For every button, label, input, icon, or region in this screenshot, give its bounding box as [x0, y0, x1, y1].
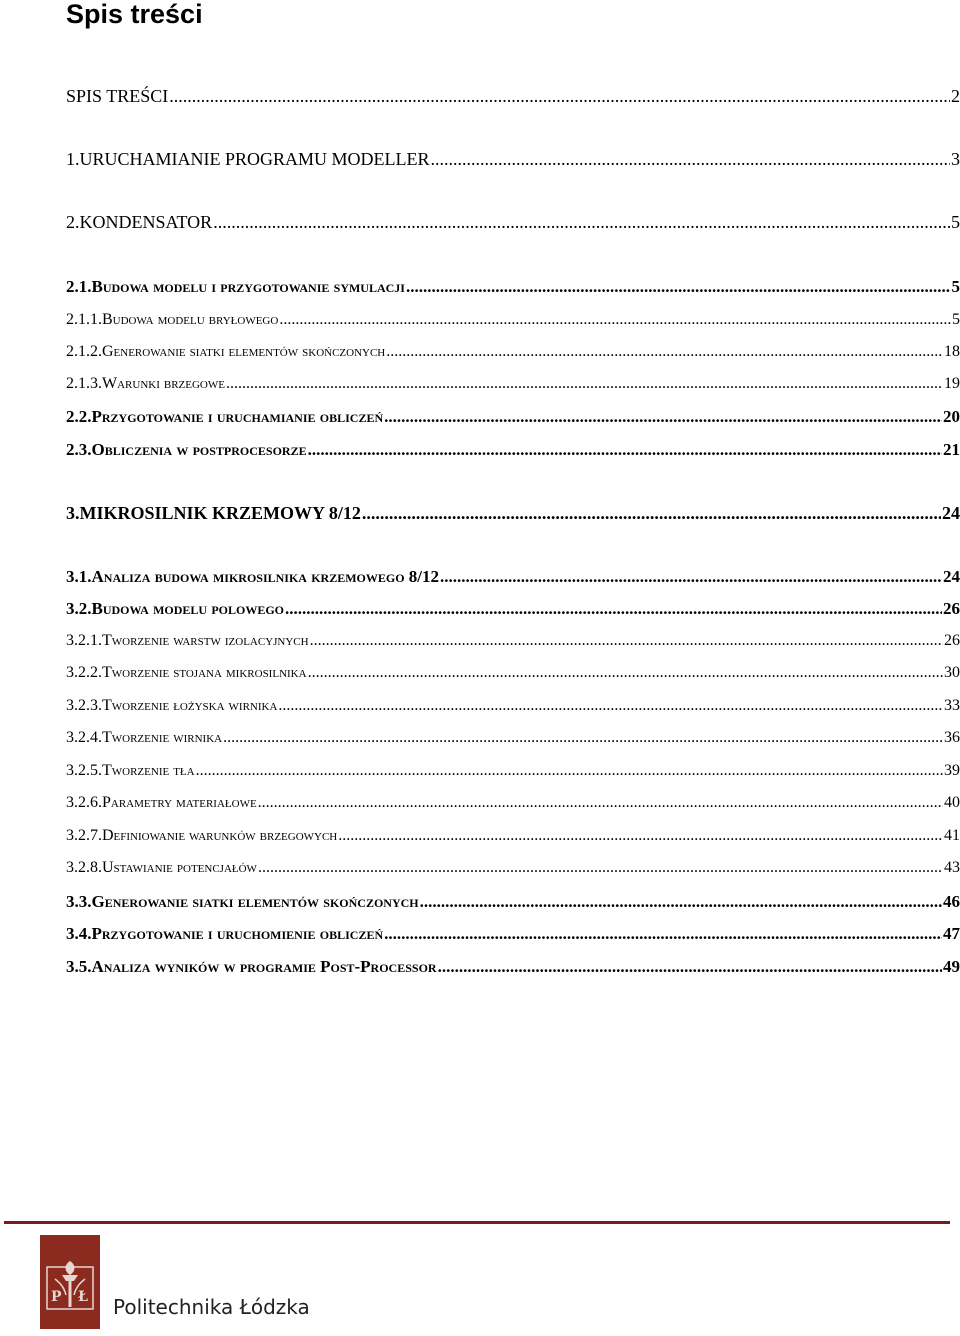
institution-name: Politechnika Łódzka	[113, 1295, 310, 1319]
toc-entry-page: 26	[944, 632, 960, 649]
toc-leader-dots	[438, 957, 942, 977]
toc-entry-page: 43	[944, 859, 960, 876]
toc-leader-dots	[384, 924, 942, 944]
toc-leader-dots	[384, 407, 942, 427]
toc-entry-label: 2.1.3.Warunki brzegowe	[66, 375, 225, 392]
toc-leader-dots	[386, 343, 943, 361]
toc-entry[interactable]	[66, 924, 960, 944]
toc-leader-dots	[362, 503, 941, 524]
toc-leader-dots	[431, 149, 950, 170]
toc-entry-label: 3.2.6.Parametry materiałowe	[66, 794, 257, 811]
toc-entry[interactable]	[66, 440, 960, 460]
toc-entry-label: 2.3.Obliczenia w postprocesorze	[66, 440, 307, 459]
toc-leader-dots	[169, 86, 950, 107]
toc-entry-label: 2.1.1.Budowa modelu bryłowego	[66, 311, 279, 328]
toc-entry[interactable]	[66, 503, 960, 524]
toc-entry[interactable]	[66, 729, 960, 747]
toc-entry-page: 24	[943, 567, 960, 586]
toc-entry-label: 2.1.2.Generowanie siatki elementów skończonych	[66, 343, 386, 360]
page-title: Spis treści	[66, 0, 203, 29]
toc-entry[interactable]	[66, 697, 960, 715]
toc-entry-label: 3.MIKROSILNIK KRZEMOWY 8/12	[66, 503, 361, 523]
toc-entry-label: 3.2.1.Tworzenie warstw izolacyjnych	[66, 632, 309, 649]
toc-entry[interactable]	[66, 277, 960, 297]
toc-entry-label: 2.KONDENSATOR	[66, 212, 213, 232]
toc-entry[interactable]	[66, 892, 960, 912]
toc-leader-dots	[213, 212, 950, 233]
toc-entry-page: 40	[944, 794, 960, 811]
toc-entry-page: 20	[943, 407, 960, 426]
toc-entry[interactable]	[66, 827, 960, 845]
toc-entry-page: 5	[952, 311, 960, 328]
toc-entry-label: 3.2.5.Tworzenie tła	[66, 762, 195, 779]
toc-leader-dots	[258, 794, 943, 812]
toc-entry-label: 3.2.8.Ustawianie potencjałów	[66, 859, 257, 876]
toc-entry-page: 33	[944, 697, 960, 714]
toc-entry-label: 3.5.Analiza wyników w programie Post-Processor	[66, 957, 437, 976]
toc-leader-dots	[310, 632, 943, 650]
toc-entry-label: 3.2.2.Tworzenie stojana mikrosilnika	[66, 664, 307, 681]
toc-entry-label: 3.4.Przygotowanie i uruchomienie obliczeń	[66, 924, 384, 943]
toc-entry[interactable]	[66, 375, 960, 393]
toc-leader-dots	[406, 277, 951, 297]
toc-leader-dots	[420, 892, 942, 912]
toc-leader-dots	[285, 599, 942, 619]
toc-entry[interactable]	[66, 86, 960, 107]
toc-entry-page: 19	[944, 375, 960, 392]
toc-entry-label: 3.2.3.Tworzenie łożyska wirnika	[66, 697, 278, 714]
toc-entry-page: 21	[943, 440, 960, 459]
toc-entry[interactable]	[66, 859, 960, 877]
toc-entry[interactable]	[66, 149, 960, 170]
toc-entry-page: 46	[943, 892, 960, 911]
toc-leader-dots	[338, 827, 943, 845]
toc-leader-dots	[308, 664, 943, 682]
toc-entry-page: 49	[943, 957, 960, 976]
toc-leader-dots	[223, 729, 943, 747]
toc-entry-page: 26	[943, 599, 960, 618]
toc-entry[interactable]	[66, 794, 960, 812]
svg-text:P: P	[51, 1289, 62, 1305]
toc-leader-dots	[279, 311, 951, 329]
toc-entry-page: 5	[951, 212, 960, 232]
toc-leader-dots	[278, 697, 943, 715]
toc-entry-label: 3.2.4.Tworzenie wirnika	[66, 729, 223, 746]
toc-entry-page: 3	[951, 149, 960, 169]
toc-entry[interactable]	[66, 632, 960, 650]
toc-entry[interactable]	[66, 664, 960, 682]
toc-entry-label: 2.1.Budowa modelu i przygotowanie symulacji	[66, 277, 405, 296]
toc-entry[interactable]	[66, 343, 960, 361]
toc-entry-page: 5	[951, 277, 960, 296]
toc-entry-label: 3.2.7.Definiowanie warunków brzegowych	[66, 827, 338, 844]
toc-entry-page: 47	[943, 924, 960, 943]
toc-entry[interactable]	[66, 407, 960, 427]
toc-entry-label: 3.2.Budowa modelu polowego	[66, 599, 285, 618]
toc-entry[interactable]	[66, 957, 960, 977]
university-logo	[40, 1235, 100, 1329]
toc-entry[interactable]	[66, 212, 960, 233]
toc-entry-page: 2	[951, 86, 960, 106]
toc-entry-label: 3.3.Generowanie siatki elementów skończonych	[66, 892, 419, 911]
toc-entry-page: 18	[944, 343, 960, 360]
toc-entry-page: 30	[944, 664, 960, 681]
toc-entry[interactable]	[66, 311, 960, 329]
footer-divider	[4, 1221, 950, 1224]
toc-entry-label: 2.2.Przygotowanie i uruchamianie obliczeń	[66, 407, 384, 426]
toc-entry-page: 41	[944, 827, 960, 844]
table-of-contents	[66, 0, 960, 1000]
toc-entry[interactable]	[66, 762, 960, 780]
svg-text:Ł: Ł	[78, 1289, 88, 1305]
toc-leader-dots	[258, 859, 943, 877]
toc-entry-label: 3.1.Analiza budowa mikrosilnika krzemowego 8/12	[66, 567, 440, 586]
toc-leader-dots	[440, 567, 942, 587]
toc-leader-dots	[308, 440, 942, 460]
toc-leader-dots	[196, 762, 943, 780]
torch-emblem-icon	[40, 1235, 100, 1329]
toc-entry[interactable]	[66, 567, 960, 587]
toc-entry[interactable]	[66, 599, 960, 619]
toc-entry-page: 39	[944, 762, 960, 779]
toc-entry-page: 36	[944, 729, 960, 746]
toc-leader-dots	[226, 375, 943, 393]
toc-entry-label: SPIS TREŚCI	[66, 86, 169, 106]
toc-entry-page: 24	[942, 503, 960, 523]
toc-entry-label: 1.URUCHAMIANIE PROGRAMU MODELLER	[66, 149, 430, 169]
